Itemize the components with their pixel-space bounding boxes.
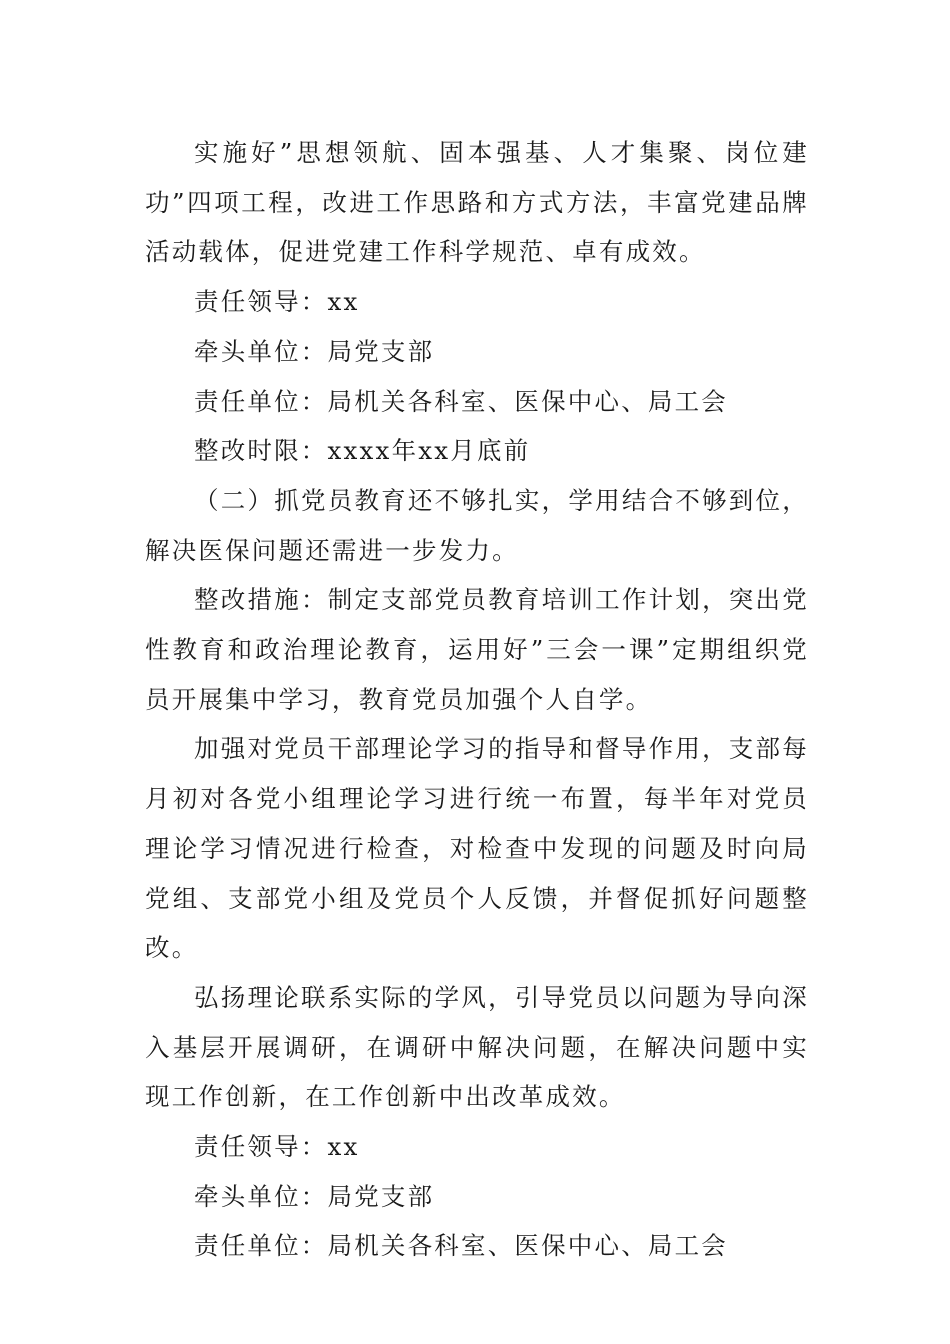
rectification-measures-paragraph: 整改措施：制定支部党员教育培训工作计划，突出党性教育和政治理论教育，运用好”三会一课”定期组织党员开展集中学习，教育党员加强个人自学。 <box>145 585 809 714</box>
deadline-line: 整改时限：xxxx年xx月底前 <box>194 436 531 466</box>
document-body <box>145 128 809 1271</box>
responsible-leader-line: 责任领导：xx <box>194 1132 360 1162</box>
paragraph-four-projects: 实施好”思想领航、固本强基、人才集聚、岗位建功”四项工程，改进工作思路和方式方法，丰富党建品牌活动载体，促进党建工作科学规范、卓有成效。 <box>145 138 809 267</box>
study-style-paragraph: 弘扬理论联系实际的学风，引导党员以问题为导向深入基层开展调研，在调研中解决问题，在解决问题中实现工作创新，在工作创新中出改革成效。 <box>145 982 809 1112</box>
responsible-leader-line: 责任领导：xx <box>194 287 360 317</box>
responsible-units-line: 责任单位：局机关各科室、医保中心、局工会 <box>194 1231 728 1261</box>
section-heading-two: （二）抓党员教育还不够扎实，学用结合不够到位，解决医保问题还需进一步发力。 <box>145 485 809 565</box>
study-supervision-paragraph: 加强对党员干部理论学习的指导和督导作用，支部每月初对各党小组理论学习进行统一布置，每半年对党员理论学习情况进行检查，对检查中发现的问题及时向局党组、支部党小组及党员个人反馈，并督促抓好问题整改。 <box>145 734 809 963</box>
responsible-units-line: 责任单位：局机关各科室、医保中心、局工会 <box>194 386 728 416</box>
lead-unit-line: 牵头单位：局党支部 <box>194 336 435 366</box>
lead-unit-line: 牵头单位：局党支部 <box>194 1181 435 1211</box>
